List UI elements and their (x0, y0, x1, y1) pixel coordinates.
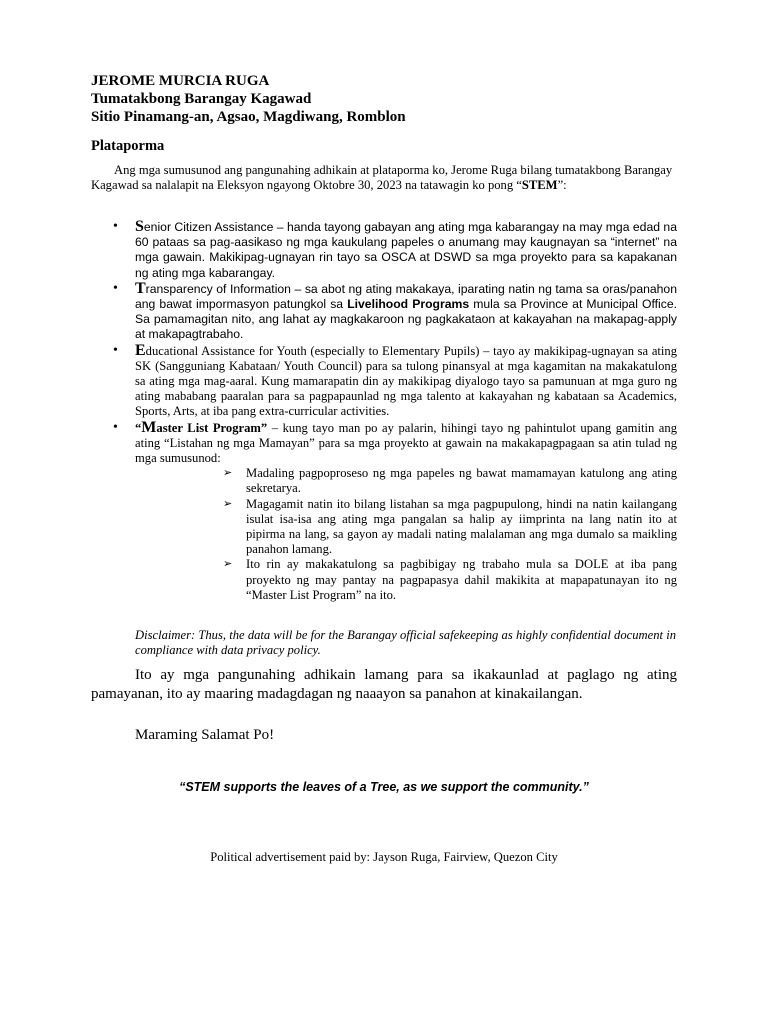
candidate-location: Sitio Pinamang-an, Agsao, Magdiwang, Romblon (91, 109, 406, 125)
closing-text: Ito ay mga pangunahing adhikain lamang para sa ikakaunlad at paglago ng ating pamayanan, ito ay maaring madagdagan ng naaayon sa panahon at kinakailangan. (91, 667, 677, 702)
item-text: ransparency of Information – sa abot ng ating makakaya, iparating natin ng tama sa oras/panahon ang bawat impormasyon patungkol sa (135, 281, 677, 312)
item-title: aster List Program” (156, 420, 268, 435)
thanks-line: Maraming Salamat Po! (135, 727, 275, 743)
closing-paragraph (91, 666, 677, 703)
sub-item (223, 557, 677, 603)
bullet-icon: • (113, 280, 118, 296)
item-letter: T (135, 279, 146, 297)
platform-list (91, 219, 677, 603)
masterlist-sublist (223, 466, 677, 603)
item-letter: M (141, 418, 157, 436)
item-bold: Livelihood Programs (347, 297, 470, 312)
bullet-icon: • (113, 342, 118, 358)
bullet-icon: • (113, 419, 118, 435)
arrow-bullet-icon: ➢ (223, 497, 233, 510)
platform-item-transparency (91, 281, 677, 343)
intro-paragraph (91, 163, 691, 193)
sub-item (223, 497, 677, 558)
item-letter: S (135, 218, 144, 235)
candidate-position: Tumatakbong Barangay Kagawad (91, 91, 312, 107)
slogan-quote: “STEM supports the leaves of a Tree, as we support the community.” (179, 780, 589, 794)
intro-after: ”: (557, 178, 567, 193)
item-open-quote: “ (135, 420, 142, 435)
intro-acronym: STEM (521, 178, 558, 193)
sub-item-text: Madaling pagpoproseso ng mga papeles ng bawat mamamayan katulong ang ating sekretarya. (246, 466, 677, 496)
candidate-name: JEROME MURCIA RUGA (91, 73, 270, 89)
arrow-bullet-icon: ➢ (223, 467, 233, 480)
platform-item-education (91, 343, 677, 420)
disclaimer: Disclaimer: Thus, the data will be for the Barangay official safekeeping as highly confidential document in compliance with data privacy policy. (135, 628, 676, 658)
platform-item-masterlist (91, 420, 677, 603)
paid-ad-footer: Political advertisement paid by: Jayson Ruga, Fairview, Quezon City (210, 850, 558, 864)
item-text: – kung tayo man po ay palarin, hihingi tayo ng pahintulot upang gamitin ang ating “Listahan ng mga Mamayan” para sa mga proyekto at gawain na makakapagpagaan sa atin tulad ng mga sumusunod: (135, 420, 677, 466)
sub-item-text: Ito rin ay makakatulong sa pagbibigay ng trabaho mula sa DOLE at iba pang proyekto ng may pantay na pagpapasya dahil makikita at mapapatunayan ito ng “Master List Program” na ito. (246, 557, 677, 602)
intro-text: Ang mga sumusunod ang pangunahing adhikain at plataporma ko, Jerome Ruga bilang tumatakbong Barangay Kagawad sa nalalapit na Eleksyon ngayong Oktobre 30, 2023 na tatawagin ko pong “ (91, 163, 673, 193)
item-text: ducational Assistance for Youth (especially to Elementary Pupils) – tayo ay makikipag-ugnayan sa ating SK (Sangguniang Kabataan/ Youth Council) para sa tulong pinansyal at mga kagamitan na makakatulong sa ating mga mag-aaral. Kung mamarapatin din ay makikipag diyalogo tayo sa pamunuan at mga guro ng ating mababang paaralan para sa pagpapaunlad ng mga talento at kakayahan ng kabataan sa Academics, Sports, Arts, at iba pang extra-curricular activities. (135, 343, 677, 419)
item-letter: E (135, 341, 146, 359)
platform-item-senior (91, 219, 677, 281)
candidate-header (91, 72, 406, 126)
sub-item-text: Magagamit natin ito bilang listahan sa mga pagpupulong, hindi na natin kailangang isulat isa-isa ang ating mga pangalan sa halip ay iimprinta na lang natin ito at pipirma na lang, sa gayon ay madali nating malalaman ang mga dumalo sa maikling panahon lamang. (246, 496, 677, 557)
item-text: enior Citizen Assistance – handa tayong gabayan ang ating mga kabarangay na may mga edad na 60 pataas sa pag-aasikaso ng mga kaukulang papeles o anumang may kaugnayan sa “internet” na mga gawain. Makikipag-ugnayan rin tayo sa OSCA at DSWD sa mga proyekto para sa kapakanan ng ating mga kabarangay. (135, 220, 677, 280)
item-text: mula sa Province at Municipal Office. Sa pamamagitan nito, ang lahat ay magkakaroon ng pagkakataon at kakayahan na makapag-apply at makapagtrabaho. (135, 297, 678, 342)
bullet-icon: • (113, 219, 118, 234)
arrow-bullet-icon: ➢ (223, 558, 233, 571)
sub-item (223, 466, 677, 496)
section-title: Plataporma (91, 138, 165, 154)
